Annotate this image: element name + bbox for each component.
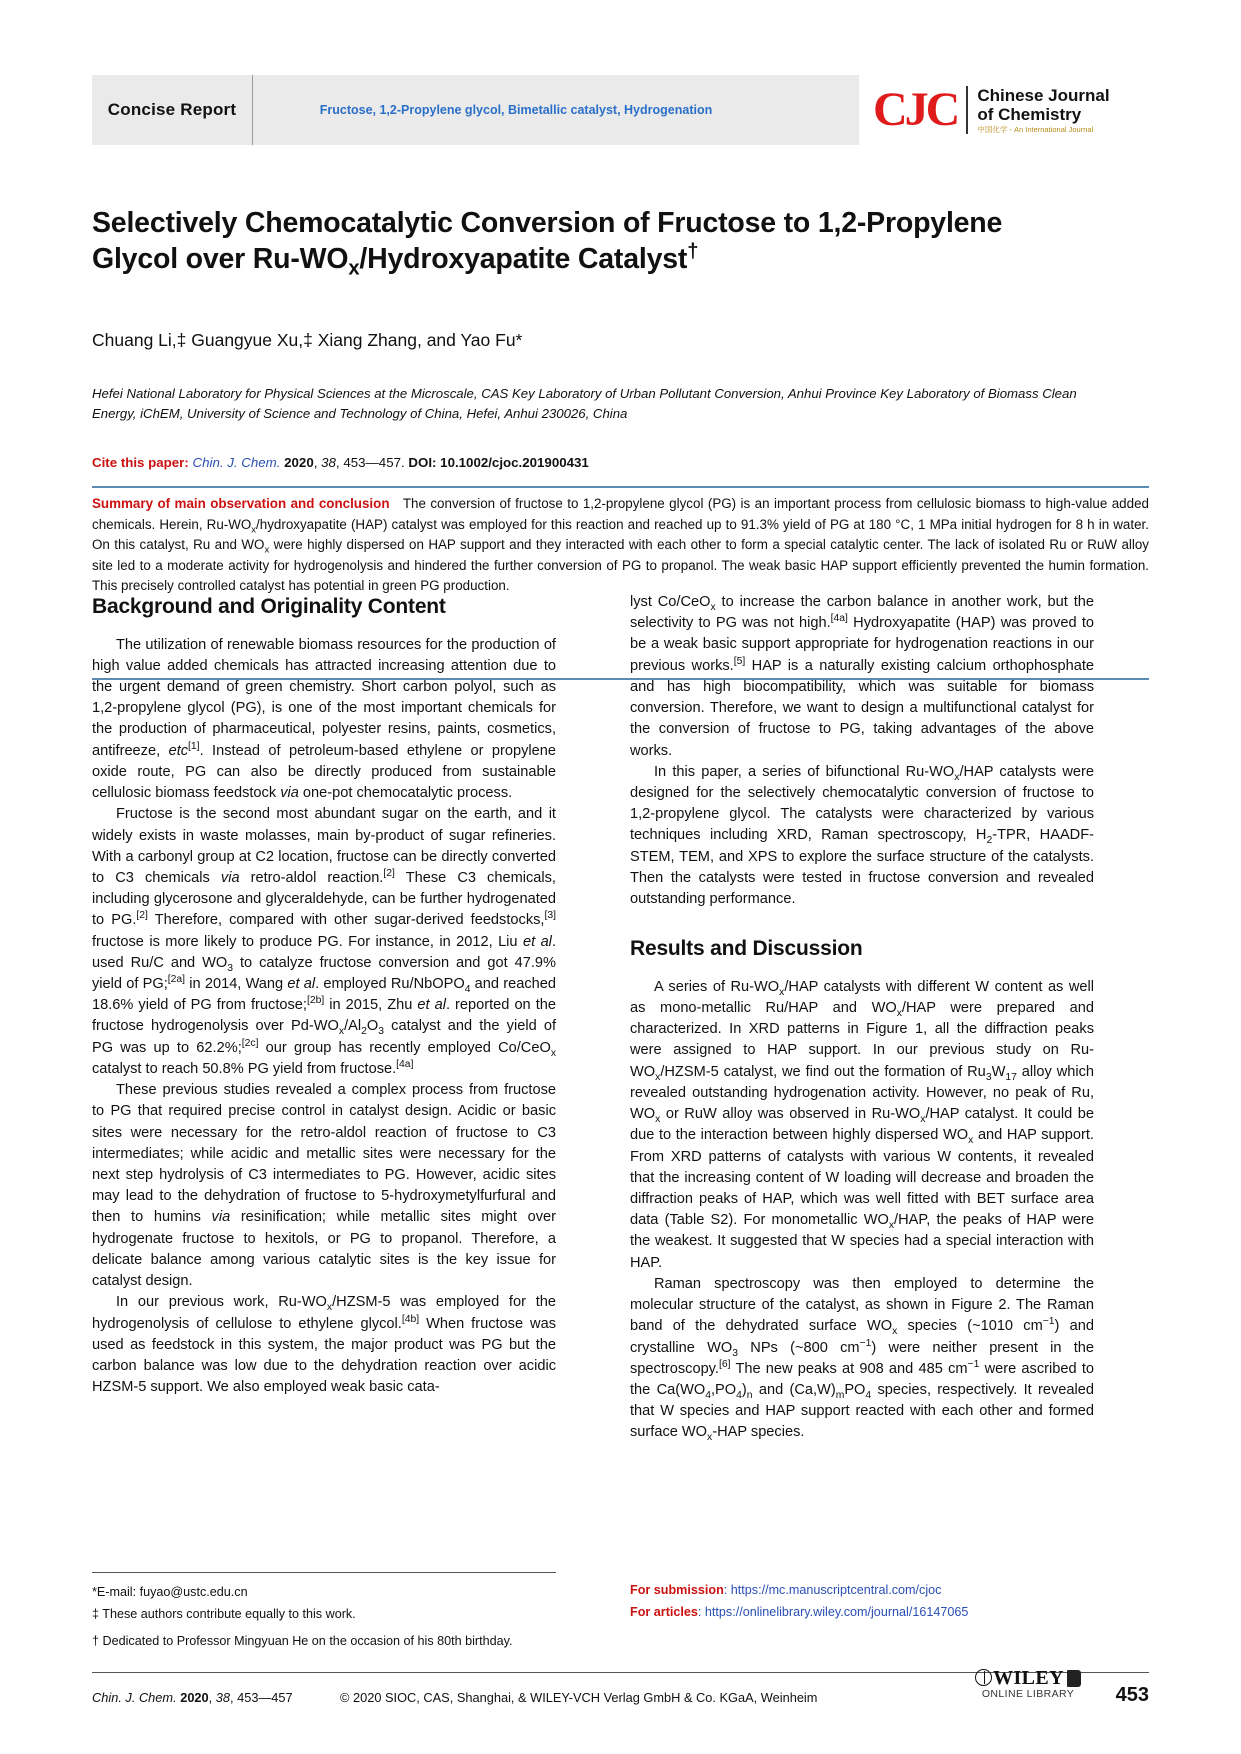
author-list: Chuang Li,‡ Guangyue Xu,‡ Xiang Zhang, and Yao Fu* — [92, 330, 523, 350]
par-r3-d: /HZSM-5 catalyst, we find out the formation of Ru — [660, 1063, 986, 1080]
summary-block — [92, 494, 1149, 597]
par-r3-g: or RuW alloy was observed in Ru-WO — [660, 1106, 921, 1123]
summary-lead-label: Summary of main observation and conclusion — [92, 496, 390, 511]
par-r3-subx4: x — [655, 1114, 661, 1126]
par-r4-b: species (~1010 cm — [897, 1318, 1043, 1335]
par-r1-d: HAP is a naturally existing calcium orthophosphate and has high biocompatibility, which was suitable for biomass conversion. Therefore, we want to design a multifunctional catalyst for the conversion of fructose to PG, taking advantages of the above works. — [630, 657, 1094, 759]
par-l2-subx: x — [338, 1026, 345, 1038]
par-r3-subx3: x — [655, 1071, 661, 1083]
par-r4-c: ) and crystalline WO — [630, 1318, 1094, 1356]
page-number: 453 — [1115, 1684, 1149, 1706]
par-r1-subx: x — [710, 601, 716, 613]
ref-marker-2a: [2a] — [167, 974, 186, 986]
ref-marker-4b: [4b] — [401, 1313, 420, 1325]
affiliation: Hefei National Laboratory for Physical Sciences at the Microscale, CAS Key Laboratory of Urban Pollutant Conversion, Anhui Province Key Laboratory of Biomass Clean Energy, iChEM, University of Science and Technology of China, Hefei, Anhui 230026, China — [92, 386, 1077, 421]
wiley-logo — [975, 1668, 1081, 1700]
par-l1-via: via — [280, 785, 299, 802]
par-r3-a: A series of Ru-WO — [654, 978, 780, 995]
par-r3-subx7: x — [888, 1220, 895, 1232]
citation-line: Cite this paper: Chin. J. Chem. 2020, 38, 453—457. DOI: 10.1002/cjoc.201900431 — [92, 455, 589, 470]
journal-title-line1: Chinese Journal — [977, 85, 1110, 105]
par-l1-etc: etc — [168, 742, 189, 759]
par-l2-b: retro-aldol reaction. — [239, 869, 384, 886]
footnote-email: *E-mail: fuyao@ustc.edu.cn — [92, 1585, 248, 1599]
par-l1-c: one-pot chemocatalytic process. — [298, 785, 513, 802]
articles-line — [630, 1602, 1150, 1624]
par-r1-a: lyst Co/CeO — [630, 594, 711, 610]
par-r4-m: -HAP species. — [712, 1424, 805, 1441]
section-heading-results: Results and Discussion — [630, 937, 863, 961]
par-r2-b: /HAP catalysts were designed for the selectively chemocatalytic conversion of fructose to 1,2-propylene glycol. The catalysts were characterized by various techniques including XRD, Raman spectroscopy, H — [630, 763, 1094, 844]
footer-volume: 38 — [215, 1690, 231, 1705]
par-r2-subx: x — [954, 771, 960, 783]
ref-marker-2b: [2] — [136, 910, 148, 922]
summary-top-rule — [92, 486, 1149, 488]
title-line-2-part-a: Glycol over Ru-WO — [92, 243, 349, 276]
cite-journal: Chin. J. Chem. — [192, 455, 281, 470]
journal-title-line2: of Chemistry — [977, 104, 1082, 124]
par-r3-subx6: x — [968, 1135, 974, 1147]
par-r2-c: -TPR, HAADF-STEM, TEM, and XPS to explore the surface structure of the catalysts. Then the catalysts were tested in fructose conversion and revealed outstanding performance. — [630, 827, 1094, 908]
ref-marker-r4a: [4a] — [830, 613, 848, 625]
par-l2-etal2: et al — [287, 976, 316, 993]
par-r4-sub3: 3 — [732, 1347, 739, 1359]
wiley-wordmark — [975, 1668, 1081, 1689]
par-l4-b: /HZSM-5 was employed for the hydrogenolysis of cellulose to ethylene glycol. — [92, 1294, 556, 1332]
ref-marker-2b2: [2b] — [306, 995, 325, 1007]
paragraph-left-3 — [92, 1080, 556, 1292]
par-l2-sub2: 2 — [361, 1026, 367, 1038]
page-title — [92, 205, 1092, 281]
par-r4-sup3: −1 — [967, 1358, 980, 1370]
title-line-1: Selectively Chemocatalytic Conversion of Fructose to 1,2-Propylene — [92, 207, 1003, 239]
title-subscript-x: x — [348, 258, 360, 281]
ref-marker-6: [6] — [718, 1358, 731, 1370]
summary-text-part3: were highly dispersed on HAP support and they interacted with each other to form a special catalytic center. The lack of isolated Ru or RuW alloy site led to a moderate activity for hydrogenolysis and hindered the further conversion of PG to propanol. The weak basic HAP support efficiently prevented the humin formation. This precisely controlled catalyst has potential in green PG production. — [92, 537, 1149, 593]
par-r3-j: /HAP, the peaks of HAP were the weakest. It suggested that W species had a special interaction with HAP. — [630, 1212, 1094, 1271]
articles-url[interactable]: : https://onlinelibrary.wiley.com/journal/16147065 — [697, 1604, 969, 1619]
par-l3-a: These previous studies revealed a complex process from fructose to PG that required precise control in catalyst design. Acidic or basic sites were necessary for the retro-aldol reaction of fructose to C3 intermediates; while acidic and metallic sites were necessary for the next step hydrolysis of C3 intermediates to PG. However, acidic sites may lead to the dehydration of fructose to 5-hydroxymetylfurfural and then to humins — [92, 1082, 556, 1226]
cjc-logo-mark: CJC — [873, 86, 968, 134]
par-r4-k: PO — [844, 1381, 866, 1398]
par-l2-q: catalyst to reach 50.8% PG yield from fructose. — [92, 1060, 397, 1077]
par-r2-sub2: 2 — [986, 835, 993, 847]
paragraph-right-4 — [630, 1274, 1094, 1444]
par-r1-b: to increase the carbon balance in another work, but the selectivity to PG was not high. — [630, 594, 1094, 632]
par-l1-a: The utilization of renewable biomass resources for the production of high value added chemicals has attracted increasing attention due to the urgent demand of green chemistry. Short carbon polyol, such as 1,2-propylene glycol (PG), is one of the most important chemicals for the production of pharmaceutical, polyester resins, paints, cosmetics, antifreeze, — [92, 636, 556, 759]
par-l2-c: These C3 chemicals, including glycerosone and glyceraldehyde, can be further hydrogenated to PG. — [92, 869, 556, 929]
par-l2-o: catalyst and the yield of PG was up to 62.2%; — [92, 1018, 556, 1056]
journal-title-block — [968, 86, 1109, 134]
articles-label: For articles — [630, 1604, 698, 1619]
book-icon — [1067, 1670, 1081, 1687]
par-r4-subx2: x — [707, 1432, 713, 1444]
journal-subtitle: 中国化学 - An International Journal — [977, 124, 1094, 134]
wiley-main-text: WILEY — [993, 1667, 1064, 1689]
par-r3-e: W — [991, 1063, 1006, 1080]
par-r3-c: /HAP were prepared and characterized. In XRD patterns in Figure 1, all the diffraction peaks were assigned to HAP support. In our previous study on Ru-WO — [630, 1000, 1094, 1080]
par-l2-etal3: et al — [417, 997, 446, 1014]
summary-text-part2: /hydroxyapatite (HAP) catalyst was employed for this reaction and reached up to 91.3% yield of PG at 180 °C, 1 MPa initial hydrogen for 8 h in water. On this catalyst, Ru and WO — [92, 516, 1149, 552]
cite-volume: 38 — [321, 455, 336, 470]
par-l2-a: Fructose is the second most abundant sugar on the earth, and it widely exists in waste molasses, main by-product of sugar refineries. With a carbonyl group at C2 location, fructose can be directly converted to C3 chemicals — [92, 806, 556, 886]
summary-text-part1: The conversion of fructose to 1,2-propylene glycol (PG) is an important process from cellulosic biomass to high-value added chemicals. Herein, Ru-WO — [92, 496, 1149, 532]
footer-pages: 453—457 — [237, 1690, 293, 1705]
par-r4-subn: n — [746, 1389, 753, 1401]
par-r4-f: The new peaks at 908 and 485 cm — [730, 1360, 968, 1377]
submission-label: For submission — [630, 1583, 724, 1597]
footer-journal-name: Chin. J. Chem. — [92, 1690, 177, 1705]
par-r3-i: and HAP support. From XRD patterns of catalysts with various W contents, it revealed that the increasing content of W loading will decrease and broaden the diffraction peaks of HAP, which was well fitted with BET surface area data (Table S2). For monometallic WO — [630, 1127, 1094, 1229]
running-head — [92, 75, 1149, 145]
body-column-right — [630, 592, 1094, 1444]
ref-marker-2: [2] — [383, 868, 395, 880]
par-l2-e: fructose is more likely to produce PG. For instance, in 2012, Liu — [92, 933, 523, 950]
par-r4-a: Raman spectroscopy was then employed to determine the molecular structure of the catalyst, as shown in Figure 2. The Raman band of the dehydrated surface WO — [630, 1275, 1094, 1335]
article-type-label: Concise Report — [92, 75, 253, 145]
par-l2-n: O — [366, 1018, 379, 1035]
par-r4-d: NPs (~800 cm — [738, 1339, 860, 1356]
par-l2-subx2: x — [550, 1047, 556, 1059]
par-r4-subm: m — [835, 1389, 845, 1401]
body-column-left — [92, 592, 556, 1398]
par-r4-sub4b: 4 — [736, 1389, 742, 1401]
par-l2-f: . used Ru/C and WO — [92, 933, 556, 971]
globe-icon — [975, 1669, 992, 1686]
ref-marker-3: [3] — [544, 910, 556, 922]
keywords-line: Fructose, 1,2-Propylene glycol, Bimetallic catalyst, Hydrogenation — [319, 103, 713, 117]
par-l2-m: /Al — [344, 1018, 362, 1035]
par-r2-a: In this paper, a series of bifunctional Ru-WO — [654, 763, 955, 780]
submission-url[interactable]: : https://mc.manuscriptcentral.com/cjoc — [723, 1583, 942, 1597]
par-l2-p: our group has recently employed Co/CeO — [258, 1039, 551, 1056]
par-l1-b: . Instead of petroleum-based ethylene or propylene oxide route, PG can also be directly produced from sustainable cellulosic biomass feedstock — [92, 742, 556, 802]
par-l2-sub4: 4 — [464, 983, 471, 995]
title-line-2-part-b: /Hydroxyapatite Catalyst — [359, 243, 688, 276]
par-l2-d: Therefore, compared with other sugar-derived feedstocks, — [147, 912, 545, 929]
paragraph-right-1 — [630, 592, 1094, 762]
ref-marker-5: [5] — [733, 655, 746, 667]
par-l2-g: to catalyze fructose conversion and got 47.9% yield of PG; — [92, 954, 556, 993]
par-r4-sub4c: 4 — [865, 1389, 872, 1401]
cite-doi-label: DOI: — [408, 455, 437, 470]
par-r4-l: species, respectively. It revealed that W species and HAP support reacted with each other and formed surface WO — [630, 1381, 1095, 1441]
par-l3-b: resinification; while metallic sites might over hydrogenate fructose to hexitols, or PG to propanol. Therefore, a delicate balance among various catalytic sites is the key issue for catalyst design. — [92, 1209, 556, 1290]
par-l3-via: via — [211, 1209, 231, 1226]
par-l2-h: in 2014, Wang — [185, 976, 288, 993]
ref-marker-1: [1] — [188, 740, 200, 752]
paragraph-right-2 — [630, 762, 1094, 911]
par-r1-c: Hydroxyapatite (HAP) was proved to be a weak basic support appropriate for hydrogenation reactions in our previous works. — [630, 615, 1094, 674]
par-r3-sub3: 3 — [985, 1071, 992, 1083]
cite-doi: 10.1002/cjoc.201900431 — [440, 455, 589, 470]
journal-logo — [859, 75, 1149, 145]
footer-journal-ref: Chin. J. Chem. 2020, 38, 453—457 — [92, 1690, 293, 1705]
footnote-equal-contribution: ‡ These authors contribute equally to this work. — [92, 1606, 356, 1621]
par-r3-subx2: x — [896, 1007, 902, 1019]
paragraph-left-2 — [92, 804, 556, 1080]
ref-marker-2c: [2c] — [241, 1037, 259, 1049]
par-r3-subx5: x — [920, 1114, 926, 1126]
par-l2-j: and reached 18.6% yield of PG from fructose; — [92, 976, 556, 1014]
par-r4-e: ) were neither present in the spectroscopy. — [630, 1339, 1095, 1377]
par-r4-i: ) — [741, 1381, 747, 1398]
submission-links-block — [630, 1580, 1150, 1623]
par-l4-subx: x — [326, 1302, 333, 1314]
par-r3-b: /HAP catalysts with different W content as well as mono-metallic Ru/HAP and WO — [630, 978, 1094, 1017]
par-r3-sub17: 17 — [1005, 1071, 1017, 1083]
par-l2-etal1: et al — [522, 933, 552, 950]
section-heading-background: Background and Originality Content — [92, 595, 446, 618]
par-r4-sup2: −1 — [859, 1337, 872, 1349]
wiley-sub-text: ONLINE LIBRARY — [981, 1688, 1075, 1700]
par-r3-h: /HAP catalyst. It could be due to the interaction between highly dispersed WO — [630, 1106, 1094, 1144]
ref-marker-4a: [4a] — [396, 1059, 414, 1071]
footer-copyright: © 2020 SIOC, CAS, Shanghai, & WILEY-VCH Verlag GmbH & Co. KGaA, Weinheim — [340, 1690, 818, 1705]
par-r4-g: were ascribed to the Ca(WO — [630, 1360, 1094, 1398]
footnote-dedication: † Dedicated to Professor Mingyuan He on the occasion of his 80th birthday. — [92, 1634, 513, 1649]
par-l2-sub3: 3 — [227, 962, 234, 974]
par-r3-subx: x — [779, 986, 785, 998]
paragraph-left-1 — [92, 635, 556, 805]
par-r3-f: alloy which revealed outstanding hydrogenation activity. However, no peak of Ru, WO — [630, 1063, 1095, 1123]
paragraph-left-4 — [92, 1292, 556, 1398]
title-dagger-marker: † — [687, 240, 699, 263]
cite-label: Cite this paper: — [92, 455, 189, 470]
par-r4-sup1: −1 — [1042, 1316, 1055, 1328]
footnote-rule — [92, 1572, 556, 1573]
page-footer — [92, 1667, 1149, 1724]
paragraph-right-3 — [630, 977, 1094, 1274]
cite-year: 2020 — [284, 455, 314, 470]
par-l2-l: . reported on the fructose hydrogenolysis over Pd-WO — [92, 997, 556, 1035]
par-r4-j: and (Ca,W) — [752, 1381, 836, 1398]
summary-sub-x2: x — [264, 544, 270, 556]
summary-sub-x1: x — [251, 524, 257, 536]
par-l2-via: via — [220, 869, 240, 886]
par-r4-h: ,PO — [711, 1381, 737, 1398]
par-l4-c: When fructose was used as feedstock in this system, the major product was PG but the carbon balance was low due to the dehydration reaction over acidic HZSM-5 support. We also employed weak basic cata- — [92, 1315, 557, 1396]
submission-line — [630, 1580, 1150, 1602]
par-l2-k: in 2015, Zhu — [324, 997, 418, 1014]
cite-pages: 453—457. — [343, 455, 405, 470]
par-r4-sub4: 4 — [705, 1389, 711, 1401]
footnotes-block — [92, 1582, 562, 1653]
footer-year: 2020 — [180, 1690, 209, 1705]
par-l4-a: In our previous work, Ru-WO — [116, 1294, 327, 1311]
par-r4-subx: x — [892, 1326, 898, 1338]
par-l2-sub3b: 3 — [378, 1026, 385, 1038]
par-l2-i: . employed Ru/NbOPO — [315, 976, 465, 993]
